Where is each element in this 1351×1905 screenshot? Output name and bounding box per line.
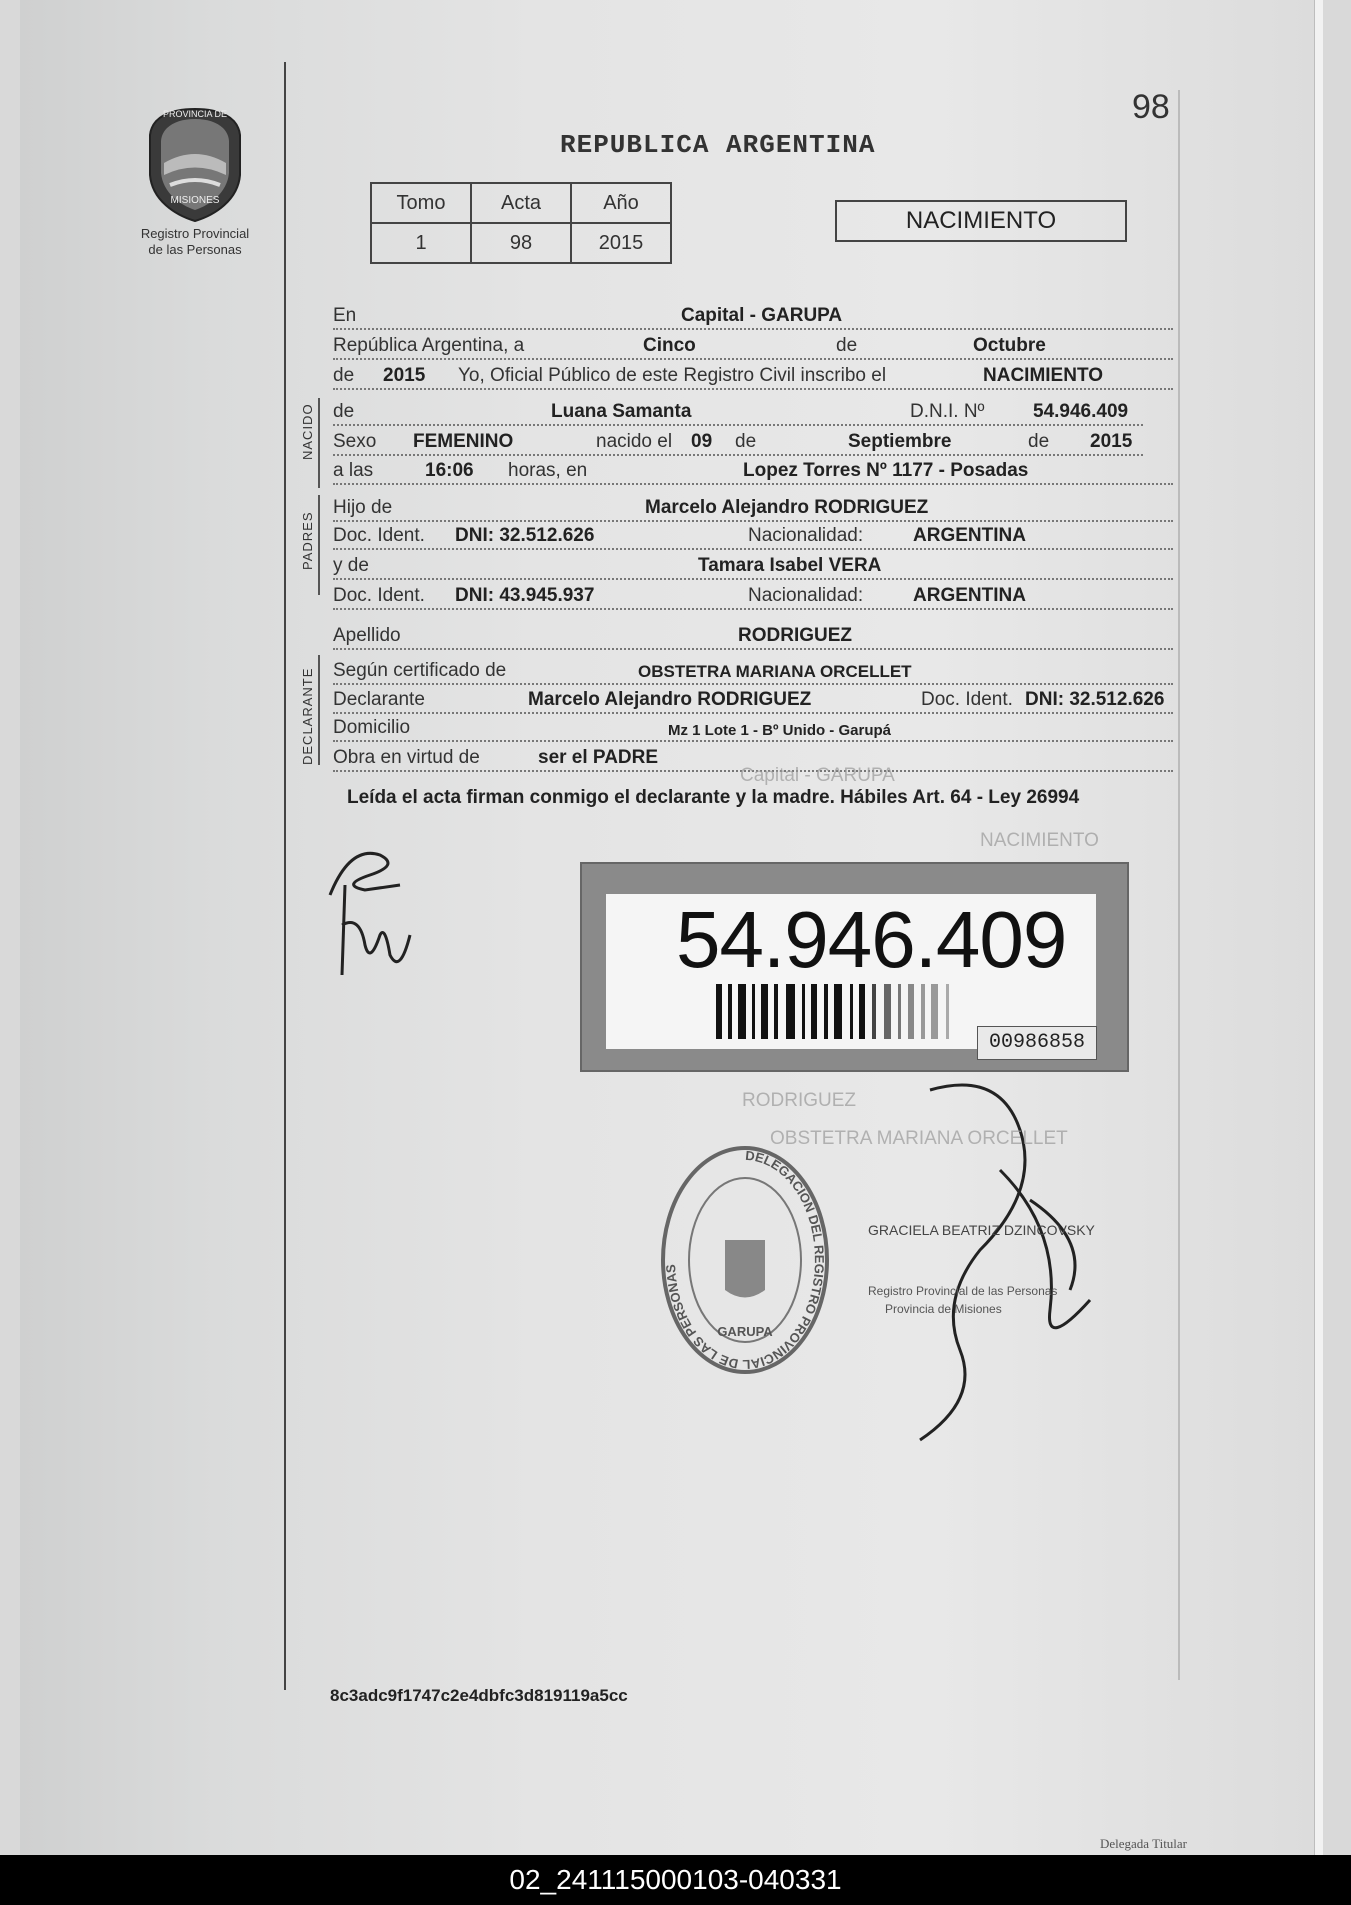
label-horas: horas, en bbox=[508, 460, 588, 481]
value-nac-mes: Septiembre bbox=[848, 431, 952, 452]
record-table-header: Tomo bbox=[371, 183, 471, 223]
record-table-header: Año bbox=[571, 183, 671, 223]
label-nac-de2: de bbox=[1028, 431, 1050, 452]
footer-id: 02_241115000103-040331 bbox=[0, 1855, 1351, 1905]
crest-caption-line1: Registro Provincial bbox=[140, 226, 250, 241]
registry-stamp-icon bbox=[655, 1140, 835, 1380]
declarante-bracket bbox=[318, 655, 320, 765]
label-republica: República Argentina, a bbox=[333, 335, 525, 356]
label-hijo: Hijo de bbox=[333, 497, 393, 518]
value-obra: ser el PADRE bbox=[538, 747, 659, 768]
value-dni: 54.946.409 bbox=[1033, 401, 1129, 422]
signature-declarante bbox=[320, 835, 430, 985]
stamp-text: DELEGACION DEL REGISTRO PROVINCIAL DE LAS PERSONAS bbox=[662, 1147, 827, 1373]
value-nac-anio: 2015 bbox=[1090, 431, 1133, 452]
line-sexo bbox=[333, 426, 1143, 456]
line-fecha bbox=[333, 330, 1173, 360]
value-en: Capital - GARUPA bbox=[681, 305, 843, 326]
bottom-note: Delegada Titular bbox=[1100, 1836, 1188, 1851]
value-nombre: Luana Samanta bbox=[551, 401, 692, 422]
value-declarante: Marcelo Alejandro RODRIGUEZ bbox=[528, 689, 812, 710]
barcode-label bbox=[580, 862, 1129, 1072]
value-inscribo: NACIMIENTO bbox=[983, 365, 1103, 386]
label-doc-declarante: Doc. Ident. bbox=[921, 689, 1013, 710]
section-padres: PADRES bbox=[300, 511, 315, 570]
record-table-header: Acta bbox=[471, 183, 571, 223]
section-nacido: NACIDO bbox=[300, 403, 315, 460]
document-hash: 8c3adc9f1747c2e4dbfc3d819119a5cc bbox=[330, 1686, 628, 1705]
label-certificado: Según certificado de bbox=[333, 660, 507, 681]
value-lugar: Lopez Torres Nº 1177 - Posadas bbox=[743, 460, 1029, 481]
barcode-code: 00986858 bbox=[977, 1026, 1097, 1060]
record-table-value-row bbox=[371, 223, 671, 263]
label-de-anio: de bbox=[333, 365, 355, 386]
line-nombre bbox=[333, 396, 1143, 426]
value-anio: 2015 bbox=[383, 365, 426, 386]
line-en bbox=[333, 300, 1173, 330]
ghost-inscribo-value: NACIMIENTO bbox=[980, 830, 1099, 851]
label-declarante: Declarante bbox=[333, 689, 425, 710]
crest-caption bbox=[120, 226, 270, 258]
ghost-en-value: Capital - GARUPA bbox=[740, 765, 895, 786]
barcode-number: 54.946.409 bbox=[676, 895, 1067, 984]
record-type-box: NACIMIENTO bbox=[835, 200, 1127, 242]
value-madre: Tamara Isabel VERA bbox=[698, 555, 882, 576]
label-en: En bbox=[333, 305, 357, 326]
label-dni: D.N.I. Nº bbox=[910, 401, 985, 422]
label-doc: Doc. Ident. bbox=[333, 525, 425, 546]
line-hora bbox=[333, 455, 1173, 485]
label-nombre: de bbox=[333, 401, 355, 422]
label-nacionalidad: Nacionalidad: bbox=[748, 525, 864, 546]
label-nacionalidad-madre: Nacionalidad: bbox=[748, 585, 864, 606]
value-nac-dia: 09 bbox=[691, 431, 713, 452]
value-sexo: FEMENINO bbox=[413, 431, 514, 452]
line-madre bbox=[333, 550, 1173, 580]
value-apellido: RODRIGUEZ bbox=[738, 625, 852, 646]
crest-text-top: PROVINCIA DE bbox=[162, 109, 228, 119]
value-mes: Octubre bbox=[973, 335, 1046, 356]
label-obra: Obra en virtud de bbox=[333, 747, 480, 768]
line-domicilio bbox=[333, 712, 1173, 742]
official-line3: Provincia de Misiones bbox=[885, 1302, 1002, 1316]
record-table-cell: 1 bbox=[371, 223, 471, 263]
value-madre-nac: ARGENTINA bbox=[913, 585, 1026, 606]
value-padre-nac: ARGENTINA bbox=[913, 525, 1026, 546]
value-hora: 16:06 bbox=[425, 460, 474, 481]
value-domicilio: Mz 1 Lote 1 - Bº Unido - Garupá bbox=[668, 722, 891, 739]
line-anio bbox=[333, 360, 1173, 390]
label-nac-de: de bbox=[735, 431, 757, 452]
right-border-line bbox=[1178, 90, 1180, 1680]
line-certificado bbox=[333, 655, 1173, 685]
value-madre-doc: DNI: 43.945.937 bbox=[455, 585, 595, 606]
label-doc-madre: Doc. Ident. bbox=[333, 585, 425, 606]
document-title: REPUBLICA ARGENTINA bbox=[560, 130, 876, 160]
line-padre-doc bbox=[333, 520, 1173, 550]
line-hijo bbox=[333, 492, 1173, 522]
province-crest-icon bbox=[140, 105, 250, 225]
ghost-apellido-value: RODRIGUEZ bbox=[742, 1090, 856, 1111]
official-name: GRACIELA BEATRIZ DZINCOVSKY bbox=[868, 1222, 1095, 1238]
margin-line bbox=[284, 62, 286, 1690]
value-dia: Cinco bbox=[643, 335, 696, 356]
padres-bracket bbox=[318, 495, 320, 595]
label-de: de bbox=[836, 335, 858, 356]
label-a-las: a las bbox=[333, 460, 374, 481]
label-sexo: Sexo bbox=[333, 431, 377, 452]
section-declarante: DECLARANTE bbox=[300, 667, 315, 765]
nacido-bracket bbox=[318, 398, 320, 488]
signature-official bbox=[880, 1070, 1110, 1450]
label-y-de: y de bbox=[333, 555, 369, 576]
ghost-certificado-value: OBSTETRA MARIANA ORCELLET bbox=[770, 1128, 1068, 1149]
official-line2: Registro Provincial de las Personas bbox=[868, 1284, 1058, 1298]
label-oficial: Yo, Oficial Público de este Registro Civil inscribo el bbox=[458, 365, 887, 386]
label-apellido: Apellido bbox=[333, 625, 401, 646]
value-padre: Marcelo Alejandro RODRIGUEZ bbox=[645, 497, 929, 518]
record-table-cell: 98 bbox=[471, 223, 571, 263]
record-table bbox=[370, 182, 672, 264]
page-edge bbox=[1314, 0, 1323, 1855]
value-declarante-doc: DNI: 32.512.626 bbox=[1025, 689, 1165, 710]
barcode-stripes-icon bbox=[716, 984, 1016, 1039]
value-padre-doc: DNI: 32.512.626 bbox=[455, 525, 595, 546]
value-certificado: OBSTETRA MARIANA ORCELLET bbox=[638, 662, 912, 681]
crest-caption-line2: de las Personas bbox=[148, 242, 242, 257]
line-madre-doc bbox=[333, 580, 1173, 610]
stamp-place: GARUPA bbox=[717, 1324, 773, 1339]
page-number: 98 bbox=[1132, 88, 1170, 126]
label-domicilio: Domicilio bbox=[333, 717, 411, 738]
label-nacido: nacido el bbox=[596, 431, 673, 452]
record-table-cell: 2015 bbox=[571, 223, 671, 263]
legal-text: Leída el acta firman conmigo el declarante y la madre. Hábiles Art. 64 - Ley 26994 bbox=[347, 787, 1080, 808]
record-table-header-row bbox=[371, 183, 671, 223]
line-apellido bbox=[333, 620, 1173, 650]
crest-text-bottom: MISIONES bbox=[170, 195, 220, 206]
line-declarante bbox=[333, 684, 1173, 714]
